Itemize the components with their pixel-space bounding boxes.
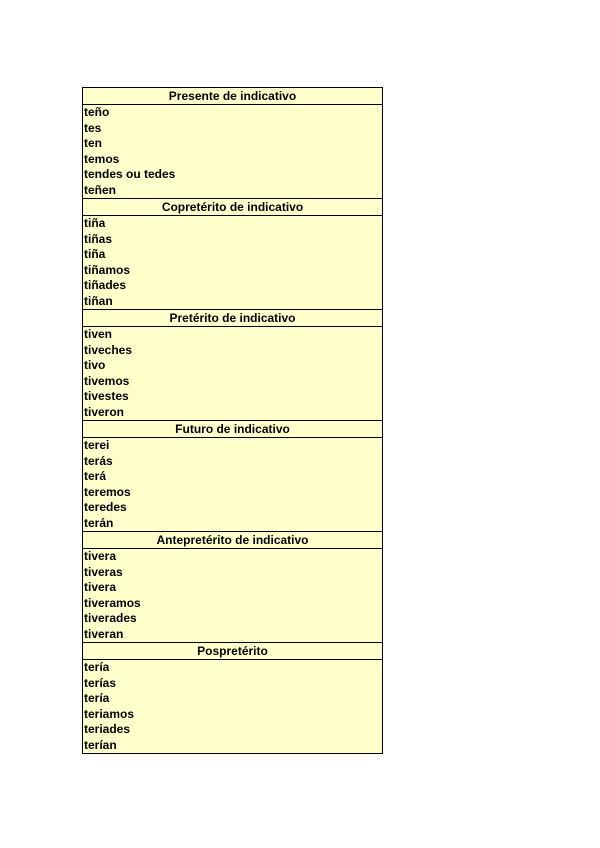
form-row: tiñades [84,278,127,292]
section-presente [83,88,382,198]
form-row: tiñamos [84,262,131,277]
form-row: teño [84,105,110,119]
section-header: Futuro de indicativo [83,420,382,438]
form-row: tivemos [84,373,130,388]
form-row: tendes ou tedes [84,167,176,181]
form-row: tiverades [84,611,137,625]
section-antepreterito [83,531,382,642]
form-row: tiveran [84,626,124,641]
form-row: tiña [84,247,106,261]
section-header: Antepretérito de indicativo [83,531,382,549]
form-row: tivera [84,549,117,563]
form-row: teremos [84,484,131,499]
form-row: tiveramos [84,595,141,610]
conjugation-table [82,87,383,754]
form-row: tivo [84,358,106,372]
section-pospreterito [83,642,382,753]
form-row: terían [84,737,117,752]
form-row: tería [84,660,110,674]
form-row: tiveras [84,564,123,579]
form-row: tería [84,691,110,705]
form-row: tiveches [84,342,133,357]
form-row: tes [84,120,102,135]
form-row: terías [84,675,117,690]
form-row: tiñan [84,293,113,308]
form-row: teñen [84,182,117,197]
section-header: Presente de indicativo [83,88,382,105]
form-row: temos [84,151,120,166]
form-row: terá [84,469,107,483]
section-header: Pretérito de indicativo [83,309,382,327]
section-header: Copretérito de indicativo [83,198,382,216]
form-row: tiveron [84,404,125,419]
form-row: tiña [84,216,106,230]
form-row: terei [84,438,110,452]
form-row: teriades [84,722,131,736]
section-preterito [83,309,382,420]
form-row: terás [84,453,113,468]
section-header: Pospretérito [83,642,382,660]
form-row: tiñas [84,231,113,246]
form-row: tivestes [84,389,129,403]
section-futuro [83,420,382,531]
form-row: teriamos [84,706,135,721]
form-row: ten [84,136,102,150]
section-copreterito [83,198,382,309]
form-row: tivera [84,580,117,594]
form-row: teredes [84,500,127,514]
form-row: tiven [84,327,113,341]
form-row: terán [84,515,114,530]
